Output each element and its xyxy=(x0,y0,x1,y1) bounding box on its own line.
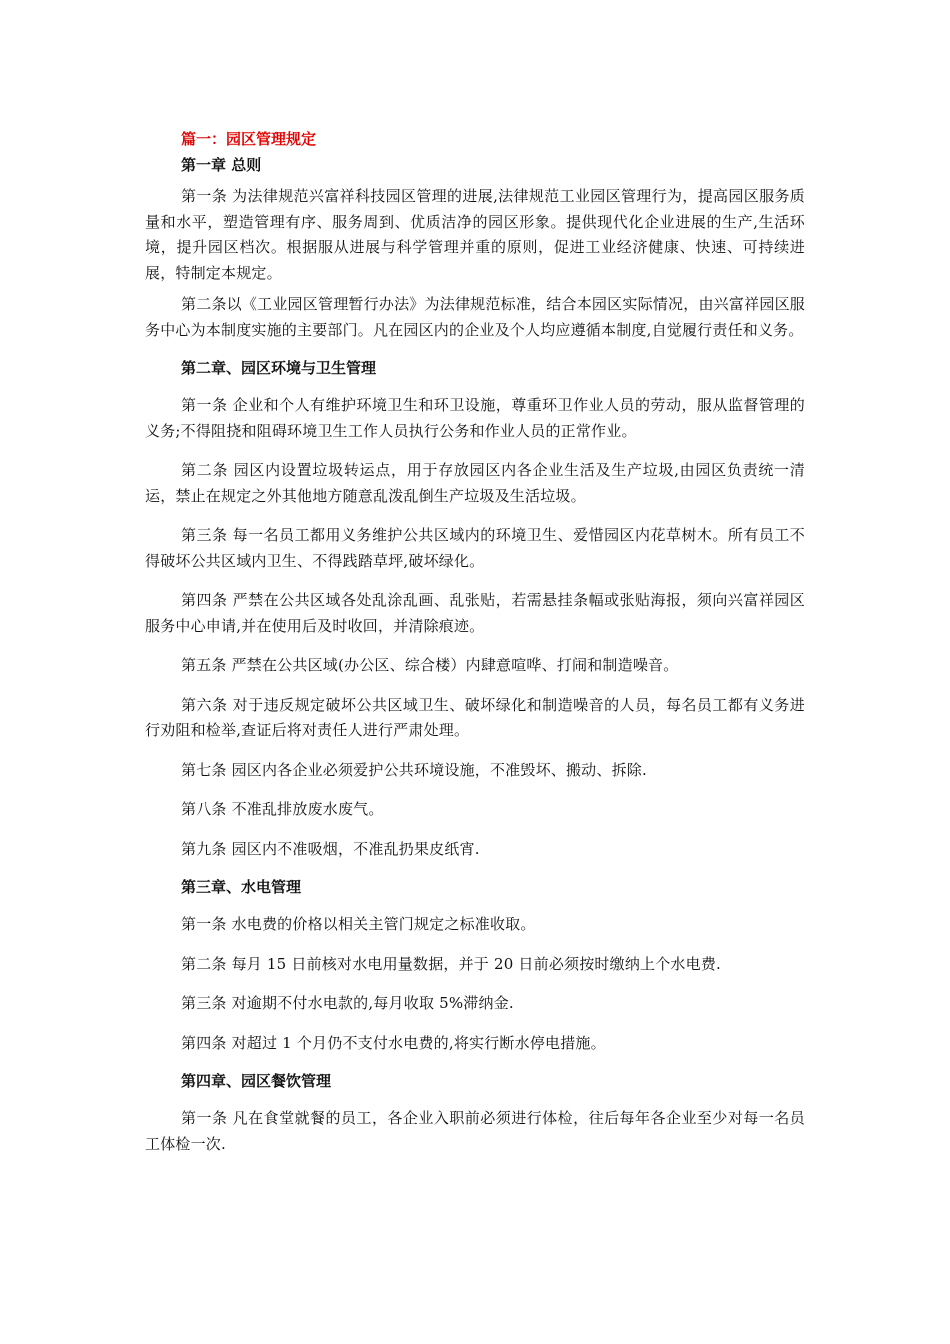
article-paragraph: 第七条 园区内各企业必须爱护公共环境设施，不准毁坏、搬动、拆除. xyxy=(181,760,647,779)
article-paragraph: 第八条 不准乱排放废水废气。 xyxy=(181,800,384,818)
article-paragraph: 第一条 水电费的价格以相关主管门规定之标准收取。 xyxy=(181,915,536,933)
chapter-heading-4: 第四章、园区餐饮管理 xyxy=(181,1072,332,1090)
document-body xyxy=(145,128,805,1171)
article-paragraph: 第一条 为法律规范兴富祥科技园区管理的进展,法律规范工业园区管理行为，提高园区服务质量和水平，塑造管理有序、服务周到、优质洁净的园区形象。提供现代化企业进展的生产,生活环境，提升园区档次。根据服从进展与科学管理并重的原则，促进工业经济健康、快速、可持续进展，特制定本规定。 xyxy=(145,187,805,282)
article-paragraph: 第一条 凡在食堂就餐的员工，各企业入职前必须进行体检，往后每年各企业至少对每一名员工体检一次. xyxy=(145,1109,805,1153)
chapter-heading-1: 第一章 总则 xyxy=(181,156,262,174)
article-paragraph: 第九条 园区内不准吸烟，不准乱扔果皮纸宵. xyxy=(181,839,480,858)
article-paragraph: 第二条 园区内设置垃圾转运点，用于存放园区内各企业生活及生产垃圾,由园区负责统一清运，禁止在规定之外其他地方随意乱泼乱倒生产垃圾及生活垃圾。 xyxy=(145,461,805,505)
article-paragraph: 第二条以《工业园区管理暂行办法》为法律规范标准，结合本园区实际情况，由兴富祥园区服务中心为本制度实施的主要部门。凡在园区内的企业及个人均应遵循本制度,自觉履行责任和义务。 xyxy=(145,295,805,339)
article-paragraph: 第四条 严禁在公共区域各处乱涂乱画、乱张贴，若需悬挂条幅或张贴海报，须向兴富祥园区服务中心申请,并在使用后及时收回，并清除痕迹。 xyxy=(145,591,805,635)
document-title: 篇一：园区管理规定 xyxy=(181,130,317,148)
article-paragraph: 第二条 每月 15 日前核对水电用量数据，并于 20 日前必须按时缴纳上个水电费. xyxy=(181,954,721,973)
article-paragraph: 第一条 企业和个人有维护环境卫生和环卫设施，尊重环卫作业人员的劳动，服从监督管理的义务;不得阻挠和阻碍环境卫生工作人员执行公务和作业人员的正常作业。 xyxy=(145,396,805,440)
article-paragraph: 第三条 每一名员工都用义务维护公共区域内的环境卫生、爱惜园区内花草树木。所有员工不得破坏公共区域内卫生、不得践踏草坪,破坏绿化。 xyxy=(145,526,805,570)
chapter-heading-2: 第二章、园区环境与卫生管理 xyxy=(181,359,377,377)
article-paragraph: 第三条 对逾期不付水电款的,每月收取 5%滞纳金. xyxy=(181,994,514,1012)
chapter-heading-3: 第三章、水电管理 xyxy=(181,878,302,896)
article-paragraph: 第五条 严禁在公共区域(办公区、综合楼）内肆意喧哗、打闹和制造噪音。 xyxy=(181,656,679,674)
article-paragraph: 第四条 对超过 1 个月仍不支付水电费的,将实行断水停电措施。 xyxy=(181,1033,606,1052)
article-paragraph: 第六条 对于违反规定破坏公共区域卫生、破坏绿化和制造噪音的人员，每名员工都有义务进行劝阻和检举,查证后将对责任人进行严肃处理。 xyxy=(145,695,805,739)
